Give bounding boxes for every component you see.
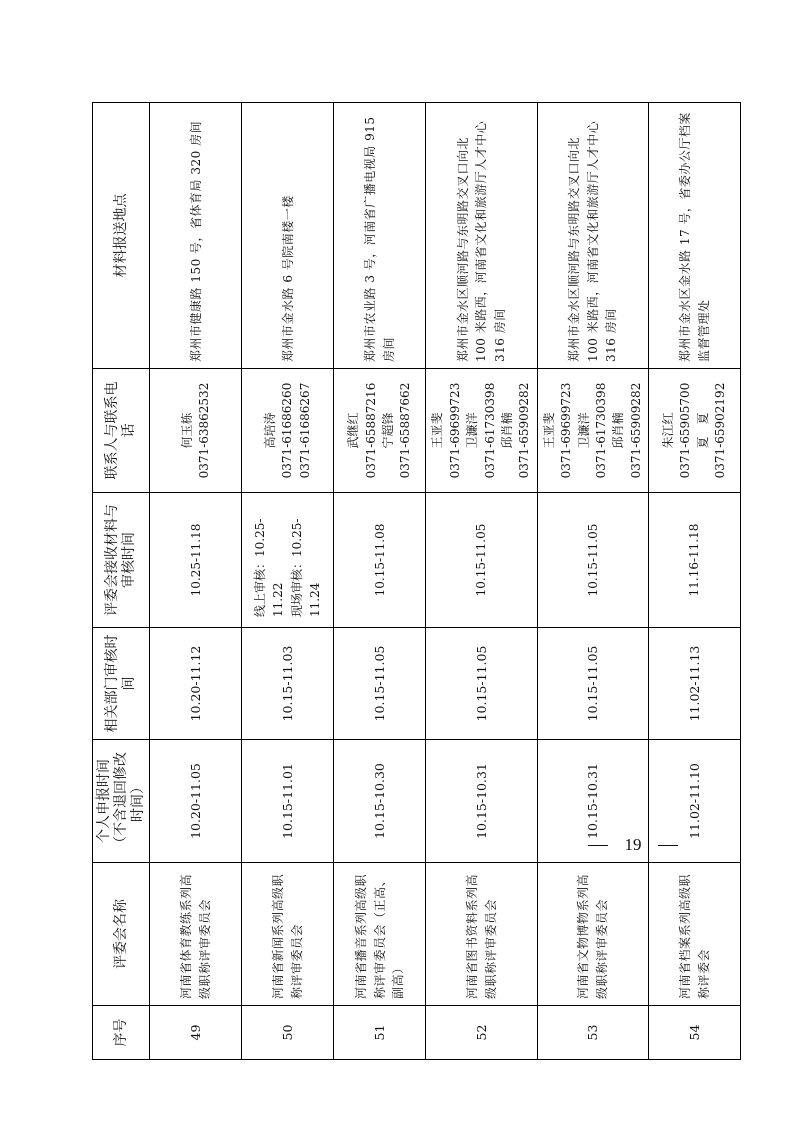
header-seq: 序号 xyxy=(93,1006,150,1060)
row-committee-name: 河南省播音系列高级职称评审委员会（正高、副高） xyxy=(334,863,426,1006)
row-seq: 53 xyxy=(537,1006,648,1060)
header-personal-line1: 个人申报时间 xyxy=(96,759,112,843)
row-contact xyxy=(649,369,741,493)
row-committee-name: 河南省新闻系列高级职称评审委员会 xyxy=(242,863,334,1006)
contact-line: 0371-61730398 xyxy=(482,382,497,479)
rotated-table-container xyxy=(92,103,727,1060)
contact-line: 0371-65902192 xyxy=(712,382,727,479)
row-personal-time: 10.15-10.30 xyxy=(334,740,426,863)
page-number-text: 19 xyxy=(624,835,642,854)
contact-line: 卫濂洋 xyxy=(576,412,591,449)
row-personal-time: 10.15-10.31 xyxy=(426,740,537,863)
page-number-dash-right xyxy=(658,845,678,846)
row-address: 郑州市金水区金水路 17 号，省委办公厅档案监督管理处 xyxy=(649,103,741,369)
row-personal-time: 11.02-11.10 xyxy=(649,740,741,863)
contact-line: 王亚斐 xyxy=(430,412,445,449)
contact-line: 0371-61730398 xyxy=(593,382,608,479)
header-contact: 联系人与联系电话 xyxy=(93,369,150,493)
row-address: 郑州市金水路 6 号院南楼一楼 xyxy=(242,103,334,369)
contact-line: 0371-65909282 xyxy=(517,382,532,479)
row-personal-time: 10.20-11.05 xyxy=(150,740,242,863)
header-dept-review-time: 相关部门审核时间 xyxy=(93,628,150,740)
row-dept-review-time: 10.20-11.12 xyxy=(150,628,242,740)
contact-line: 0371-61686260 xyxy=(280,382,295,479)
contact-line: 0371-63862532 xyxy=(196,382,211,479)
committee-time-line: 现场审核：10.25-11.24 xyxy=(289,518,323,617)
page-number-dash-left xyxy=(588,845,608,846)
row-personal-time: 10.15-11.01 xyxy=(242,740,334,863)
page-number xyxy=(588,833,678,857)
committee-time-line: 10.15-11.08 xyxy=(372,523,387,597)
evaluation-committee-table xyxy=(92,102,741,1060)
contact-line: 0371-65887662 xyxy=(398,382,413,479)
committee-time-line: 线上审核：10.25-11.22 xyxy=(252,518,286,617)
row-dept-review-time: 10.15-11.05 xyxy=(426,628,537,740)
table-row xyxy=(426,103,537,1060)
contact-line: 0371-69699723 xyxy=(559,382,574,479)
row-dept-review-time: 11.02-11.13 xyxy=(649,628,741,740)
contact-line: 0371-69699723 xyxy=(447,382,462,479)
row-dept-review-time: 10.15-11.05 xyxy=(537,628,648,740)
contact-line: 卫濂洋 xyxy=(465,412,480,449)
table-row xyxy=(649,103,741,1060)
row-dept-review-time: 10.15-11.05 xyxy=(334,628,426,740)
row-address: 郑州市农业路 3 号，河南省广播电视局 915 房间 xyxy=(334,103,426,369)
contact-line: 高培涛 xyxy=(262,412,277,449)
header-address: 材料报送地点 xyxy=(93,103,150,369)
row-seq: 54 xyxy=(649,1006,741,1060)
row-committee-time xyxy=(150,493,242,628)
row-committee-name: 河南省体育教练系列高级职称评审委员会 xyxy=(150,863,242,1006)
contact-line: 0371-65909282 xyxy=(628,382,643,479)
row-committee-time xyxy=(426,493,537,628)
row-committee-time xyxy=(334,493,426,628)
header-personal-time xyxy=(93,740,150,863)
row-committee-time xyxy=(649,493,741,628)
contact-line: 朱江红 xyxy=(660,412,675,449)
contact-line: 宁超锋 xyxy=(380,412,395,449)
contact-line: 0371-61686267 xyxy=(297,382,312,479)
header-committee-time xyxy=(93,493,150,628)
contact-line: 何玉栋 xyxy=(179,412,194,449)
row-committee-time xyxy=(242,493,334,628)
contact-line: 0371-65887216 xyxy=(363,382,378,479)
contact-line: 王亚斐 xyxy=(541,412,556,449)
contact-line: 夏 夏 xyxy=(695,412,710,449)
row-committee-time xyxy=(537,493,648,628)
row-address: 郑州市金水区顺河路与东明路交叉口向北 100 米路西，河南省文化和旅游厅人才中心 316 房间 xyxy=(426,103,537,369)
row-dept-review-time: 10.15-11.03 xyxy=(242,628,334,740)
committee-time-line: 10.15-11.05 xyxy=(585,523,600,597)
row-contact xyxy=(537,369,648,493)
row-seq: 51 xyxy=(334,1006,426,1060)
row-committee-name: 河南省文物博物系列高级职称评审委员会 xyxy=(537,863,648,1006)
contact-line: 邱肖楠 xyxy=(499,412,514,449)
row-seq: 49 xyxy=(150,1006,242,1060)
header-committee-line1: 评委会接收材料与 xyxy=(104,504,121,616)
committee-time-line: 10.25-11.18 xyxy=(188,523,203,597)
contact-line: 0371-65905700 xyxy=(678,382,693,479)
table-row xyxy=(537,103,648,1060)
header-committee-line2: 审核时间 xyxy=(121,532,138,588)
row-contact xyxy=(334,369,426,493)
row-seq: 52 xyxy=(426,1006,537,1060)
header-committee-name: 评委会名称 xyxy=(93,863,150,1006)
row-personal-time: 10.15-10.31 xyxy=(537,740,648,863)
row-committee-name: 河南省图书资料系列高级职称评审委员会 xyxy=(426,863,537,1006)
row-address: 郑州市金水区顺河路与东明路交叉口向北 100 米路西，河南省文化和旅游厅人才中心 316 房间 xyxy=(537,103,648,369)
header-personal-line2: （不含退回修改时间） xyxy=(112,752,146,850)
table-row xyxy=(150,103,242,1060)
contact-line: 武继红 xyxy=(346,412,361,449)
row-contact xyxy=(426,369,537,493)
table-header-row xyxy=(93,103,150,1060)
row-seq: 50 xyxy=(242,1006,334,1060)
committee-time-line: 11.16-11.18 xyxy=(687,523,702,597)
row-contact xyxy=(150,369,242,493)
table-row xyxy=(334,103,426,1060)
contact-line: 邱肖楠 xyxy=(611,412,626,449)
row-address: 郑州市健康路 150 号，省体育局 320 房间 xyxy=(150,103,242,369)
row-committee-name: 河南省档案系列高级职称评委会 xyxy=(649,863,741,1006)
row-contact xyxy=(242,369,334,493)
committee-time-line: 10.15-11.05 xyxy=(474,523,489,597)
table-row xyxy=(242,103,334,1060)
